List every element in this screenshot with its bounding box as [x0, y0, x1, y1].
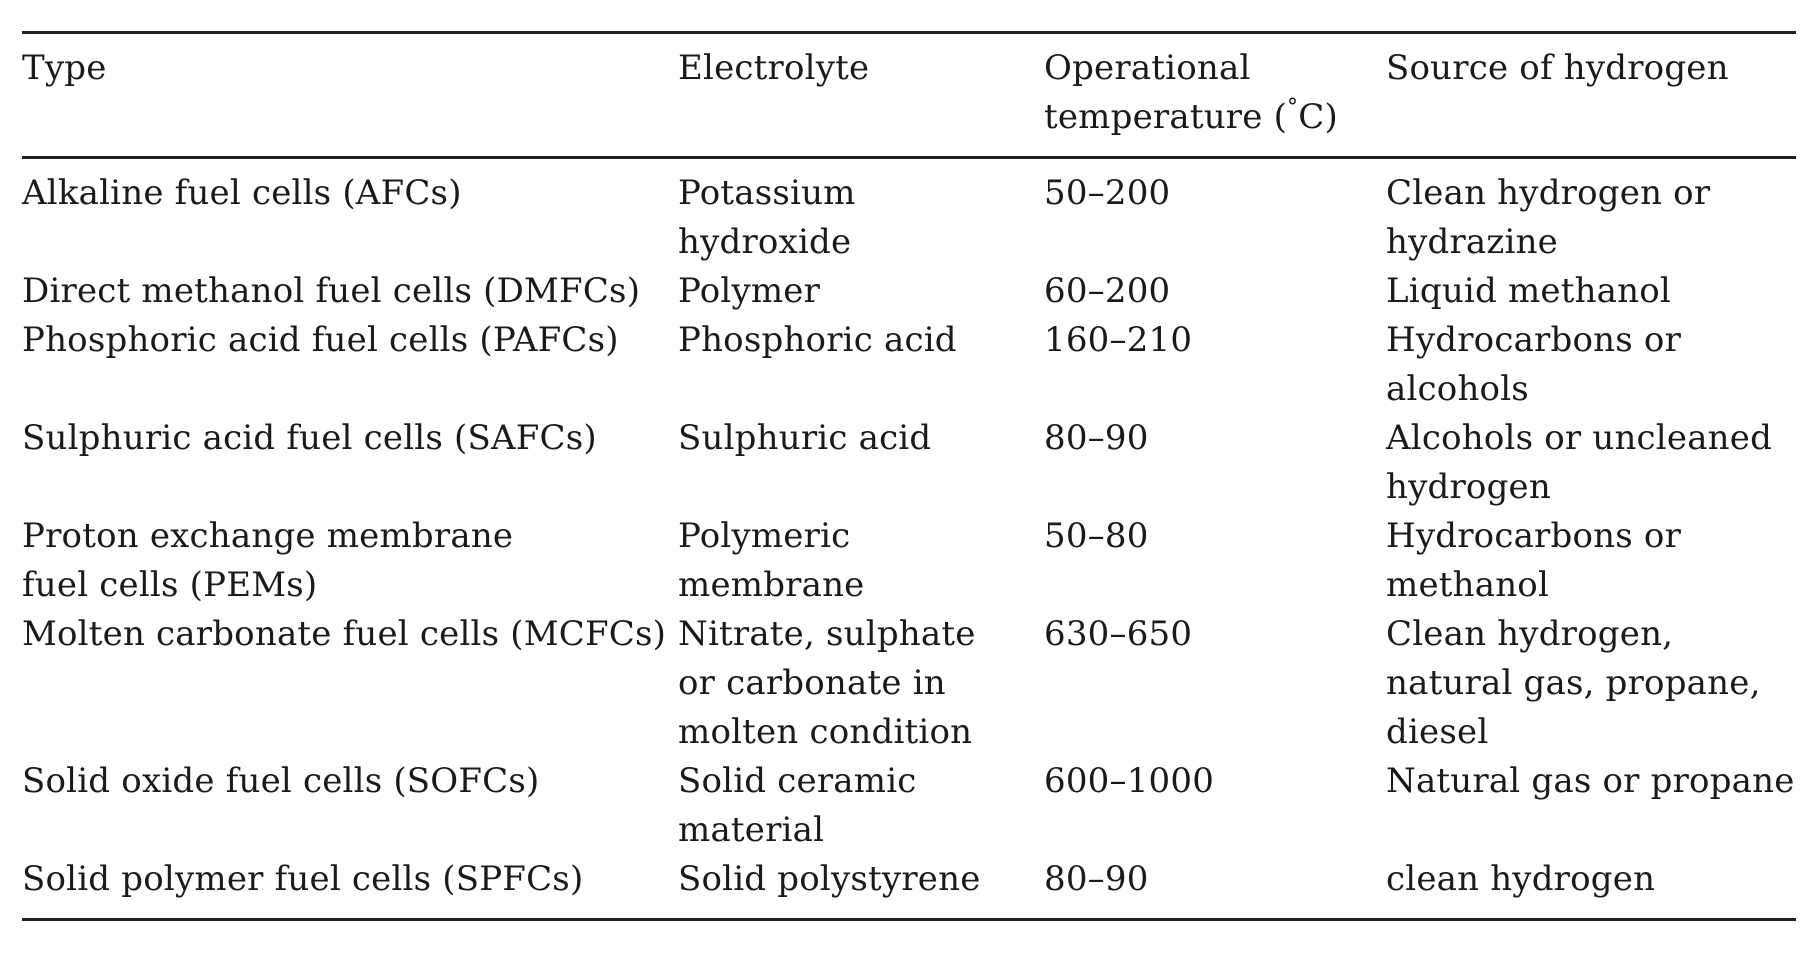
table-row: [22, 757, 1796, 855]
cell-electrolyte: Solid ceramic material: [678, 761, 917, 850]
cell-type: Sulphuric acid fuel cells (SAFCs): [22, 418, 597, 458]
cell-source: Hydrocarbons or methanol: [1386, 516, 1682, 605]
cell-electrolyte: Solid polystyrene: [678, 859, 981, 899]
cell-source: Clean hydrogen or hydrazine: [1386, 173, 1711, 262]
cell-electrolyte: Polymer: [678, 271, 821, 311]
header-temperature-line2: temperature (°C): [1044, 95, 1338, 137]
cell-type: Phosphoric acid fuel cells (PAFCs): [22, 320, 619, 360]
degree-symbol: °: [1287, 95, 1299, 120]
cell-type: Solid polymer fuel cells (SPFCs): [22, 859, 584, 899]
cell-source: Alcohols or uncleaned hydrogen: [1386, 418, 1773, 507]
cell-temperature: 600–1000: [1044, 761, 1215, 801]
cell-type: Direct methanol fuel cells (DMFCs): [22, 271, 641, 311]
cell-electrolyte: Phosphoric acid: [678, 320, 957, 360]
table-row: [22, 414, 1796, 512]
header-temperature: [1044, 33, 1386, 158]
fuel-cell-table: [22, 31, 1796, 921]
table-row: [22, 610, 1796, 757]
header-source: Source of hydrogen: [1386, 48, 1729, 88]
cell-temperature: 80–90: [1044, 418, 1149, 458]
header-temperature-line1: Operational: [1044, 48, 1251, 88]
cell-temperature: 50–80: [1044, 516, 1149, 556]
cell-electrolyte: Potassium hydroxide: [678, 173, 856, 262]
cell-type: Solid oxide fuel cells (SOFCs): [22, 761, 540, 801]
cell-source: Hydrocarbons or alcohols: [1386, 320, 1682, 409]
cell-source: clean hydrogen: [1386, 859, 1656, 899]
header-electrolyte: Electrolyte: [678, 48, 870, 88]
table-row: [22, 512, 1796, 610]
header-row: [22, 33, 1796, 158]
cell-temperature: 630–650: [1044, 614, 1193, 654]
header-type: Type: [22, 48, 107, 88]
cell-type: Proton exchange membrane fuel cells (PEMs): [22, 516, 514, 605]
table-row: [22, 158, 1796, 268]
table-body: [22, 158, 1796, 920]
cell-temperature: 160–210: [1044, 320, 1193, 360]
table-row: [22, 267, 1796, 316]
fuel-cell-table-container: [22, 31, 1796, 921]
cell-temperature: 80–90: [1044, 859, 1149, 899]
table-header: [22, 33, 1796, 158]
cell-temperature: 50–200: [1044, 173, 1171, 213]
table-row: [22, 855, 1796, 920]
cell-electrolyte: Nitrate, sulphate or carbonate in molten condition: [678, 614, 976, 752]
cell-type: Molten carbonate fuel cells (MCFCs): [22, 614, 667, 654]
table-row: [22, 316, 1796, 414]
cell-electrolyte: Sulphuric acid: [678, 418, 932, 458]
cell-temperature: 60–200: [1044, 271, 1171, 311]
cell-type: Alkaline fuel cells (AFCs): [22, 173, 462, 213]
cell-electrolyte: Polymeric membrane: [678, 516, 865, 605]
cell-source: Clean hydrogen, natural gas, propane, diesel: [1386, 614, 1761, 752]
cell-source: Liquid methanol: [1386, 271, 1671, 311]
cell-source: Natural gas or propane: [1386, 761, 1795, 801]
